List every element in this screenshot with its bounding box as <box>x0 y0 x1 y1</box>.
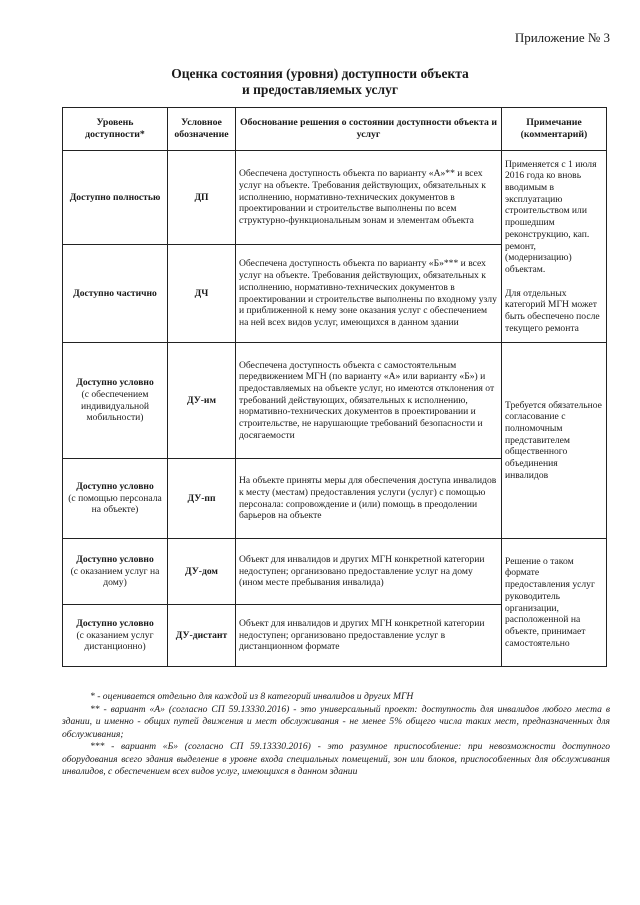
title-line-1: Оценка состояния (уровня) доступности объекта <box>171 66 469 81</box>
level-text: Доступно условно <box>76 617 154 629</box>
footnote-1: * - оценивается отдельно для каждой из 8 категорий инвалидов и других МГН <box>90 691 414 702</box>
note-text: Применяется с 1 июля 2016 года ко вновь вводимым в эксплуатацию строительством или прошедшим реконструкцию, кап. ремонт, (модернизацию) объектам. <box>505 158 597 275</box>
code-cell: ДП <box>168 151 236 245</box>
header-level: Уровень доступности* <box>63 108 168 151</box>
table-header-row <box>63 108 607 151</box>
level-cell <box>63 539 168 605</box>
basis-cell: Обеспечена доступность объекта по варианту «А»** и всех услуг на объекте. Требования действующих, обязательных к исполнению, нормативно-технических документов в проектировании и строительстве выполнены по всем структурно-функциональным зонам и элементам объекта <box>236 151 502 245</box>
footnotes <box>62 691 610 779</box>
header-basis: Обоснование решения о состоянии доступности объекта и услуг <box>236 108 502 151</box>
code-cell: ДУ-дом <box>168 539 236 605</box>
table-row <box>63 151 607 245</box>
table-row <box>63 539 607 605</box>
table-row <box>63 343 607 459</box>
level-cell <box>63 459 168 539</box>
basis-cell: Объект для инвалидов и других МГН конкретной категории недоступен; организовано предоставление услуг на дому (ином месте пребывания инвалида) <box>236 539 502 605</box>
level-cell <box>63 151 168 245</box>
code-cell: ДУ-им <box>168 343 236 459</box>
note-text: Для отдельных категорий МГН может быть обеспечено после текущего ремонта <box>505 287 600 334</box>
code-cell: ДЧ <box>168 245 236 343</box>
level-subtext: (с оказанием услуг дистанционно) <box>76 629 154 653</box>
level-subtext: (с обеспечением индивидуальной мобильности) <box>80 388 150 424</box>
level-text: Доступно условно <box>76 377 154 389</box>
note-text: Требуется обязательное согласование с полномочным представителем общественного объединения инвалидов <box>505 399 602 481</box>
header-code: Условное обозначение <box>168 108 236 151</box>
basis-cell: На объекте приняты меры для обеспечения доступа инвалидов к месту (местам) предоставления услуги (услуг) с помощью персонала: сопровождение и (или) помощь в преодолении барьеров на объекте <box>236 459 502 539</box>
note-text: Решение о таком формате предоставления услуг руководитель организации, расположенной на объекте, принимает самостоятельно <box>505 555 595 649</box>
basis-cell: Объект для инвалидов и других МГН конкретной категории недоступен; организовано предоставление услуг в дистанционном формате <box>236 605 502 667</box>
title-line-2: и предоставляемых услуг <box>242 82 398 97</box>
page-title <box>0 66 640 98</box>
note-cell <box>502 151 607 343</box>
basis-cell: Обеспечена доступность объекта по варианту «Б»*** и всех услуг на объекте. Требования действующих, обязательных к исполнению, нормативно-технических документов в проектировании и строительстве выполнены по входному узлу и приближенной к нему зоне оказания услуг с обеспечением на ней всех видов услуг, имеющихся в данном здании <box>236 245 502 343</box>
level-cell <box>63 605 168 667</box>
accessibility-table <box>62 107 607 667</box>
level-subtext: (с помощью персонала на объекте) <box>68 492 162 516</box>
basis-cell: Обеспечена доступность объекта с самостоятельным передвижением МГН (по варианту «А» или варианту «Б») и предоставляемых на объекте услуг, но имеются отклонения от требований действующих, обязательных к исполнению, нормативно-технических документов в проектировании и строительстве, не нарушающие требований безопасности и досягаемости <box>236 343 502 459</box>
level-text: Доступно полностью <box>69 191 161 203</box>
header-note <box>502 108 607 151</box>
level-text: Доступно условно <box>76 480 154 492</box>
footnote-3: *** - вариант «Б» (согласно СП 59.13330.2016) - это разумное приспособление: при невозможности доступного оборудования всего здания выделение в уровне входа специальных помещений, зон или блоков, приспособленных для обслуживания инвалидов, с обеспечением всех видов услуг, имеющихся в данном здании <box>62 741 610 777</box>
level-text: Доступно условно <box>76 553 154 565</box>
code-cell: ДУ-пп <box>168 459 236 539</box>
level-text: Доступно частично <box>73 287 157 299</box>
header-note-sub: (комментарий) <box>520 129 588 140</box>
header-note-title: Примечание <box>526 117 582 129</box>
level-cell <box>63 343 168 459</box>
code-cell: ДУ-дистант <box>168 605 236 667</box>
level-subtext: (с оказанием услуг на дому) <box>70 565 160 589</box>
level-cell <box>63 245 168 343</box>
footnote-2: ** - вариант «А» (согласно СП 59.13330.2016) - это универсальный проект: доступность для инвалидов любого места в здании, и именно - общих путей движения и мест обслуживания - не менее 5% общего числа таких мест, предназначенных для обслуживания; <box>62 703 610 740</box>
appendix-label: Приложение № 3 <box>514 30 610 45</box>
note-cell <box>502 539 607 667</box>
note-cell <box>502 343 607 539</box>
